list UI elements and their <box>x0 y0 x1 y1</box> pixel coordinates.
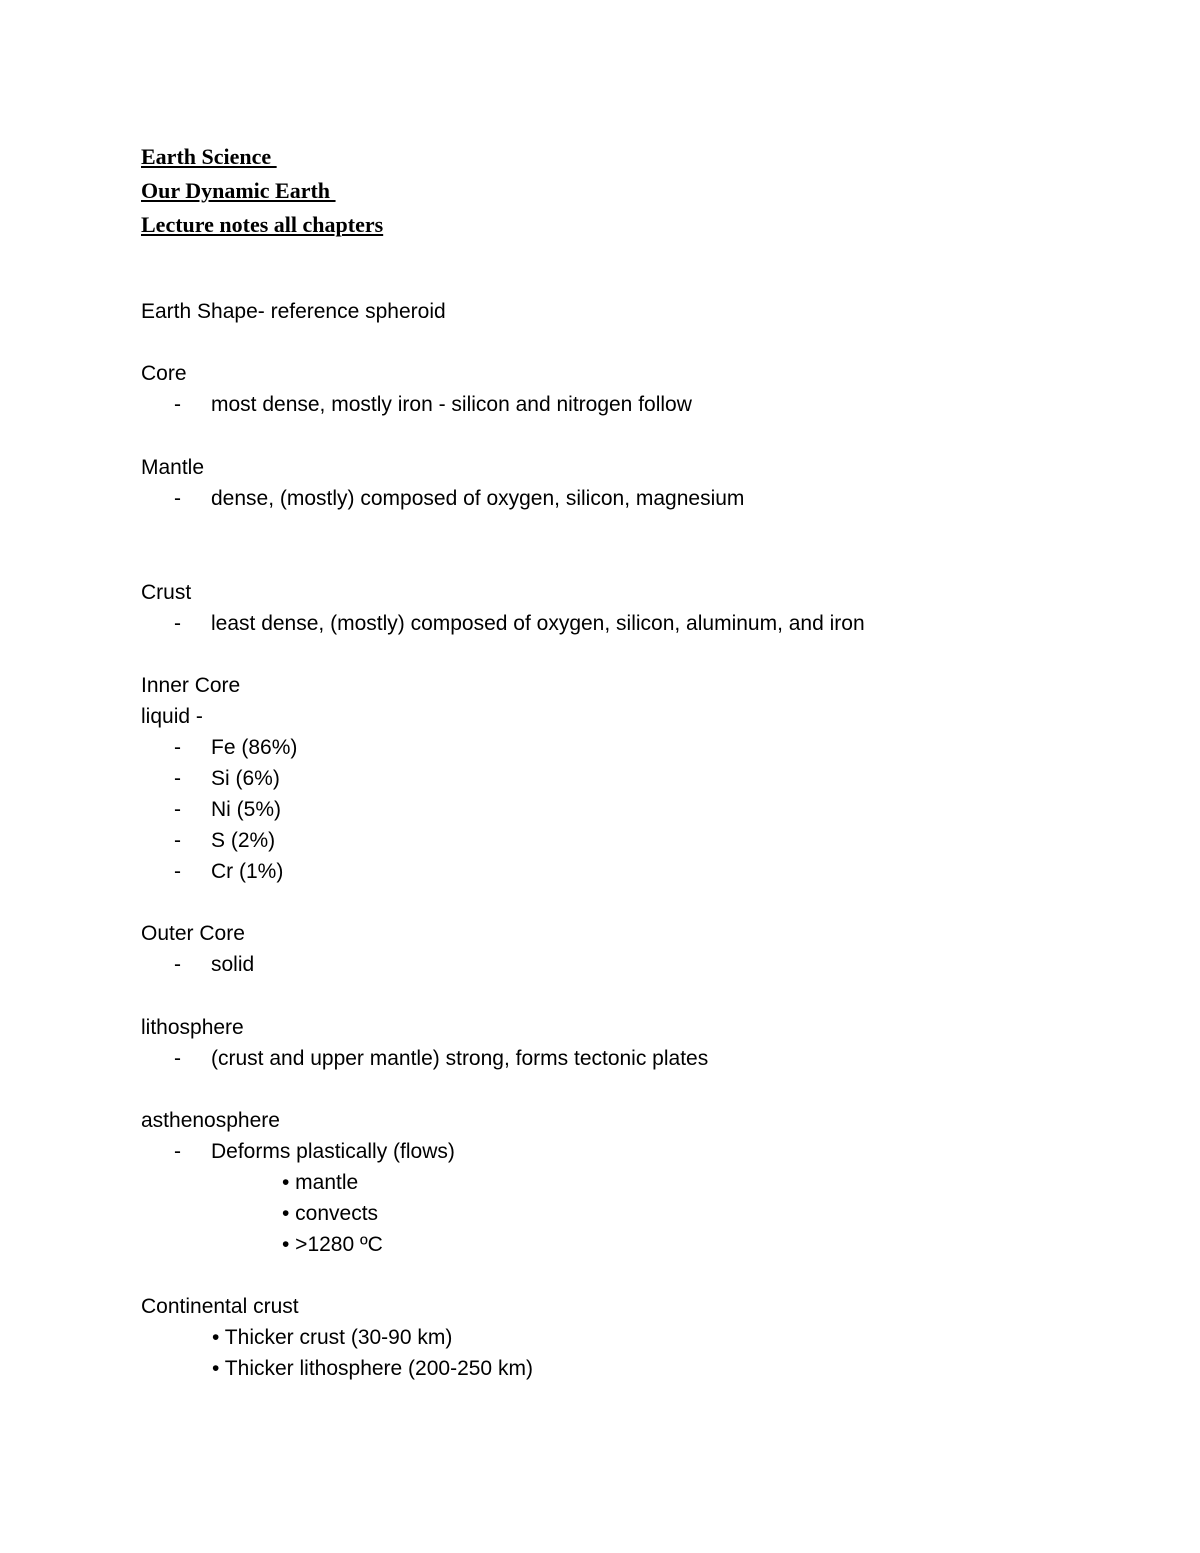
lithosphere-item: (crust and upper mantle) strong, forms tectonic plates <box>211 1047 709 1070</box>
inner-core-heading: Inner Core <box>141 674 241 697</box>
list-dash: - <box>174 829 181 852</box>
mantle-item: dense, (mostly) composed of oxygen, silicon, magnesium <box>211 487 745 510</box>
continental-crust-bullet: • Thicker lithosphere (200-250 km) <box>212 1357 533 1380</box>
continental-crust-heading: Continental crust <box>141 1295 299 1318</box>
asthenosphere-heading: asthenosphere <box>141 1109 280 1132</box>
outer-core-item: solid <box>211 953 255 976</box>
list-dash: - <box>174 612 181 635</box>
outer-core-heading: Outer Core <box>141 922 245 945</box>
earth-shape-text: Earth Shape- reference spheroid <box>141 300 446 323</box>
document-lecture-title: Lecture notes all chapters <box>141 212 384 237</box>
list-dash: - <box>174 953 181 976</box>
inner-core-item: Cr (1%) <box>211 860 284 883</box>
inner-core-item: Fe (86%) <box>211 736 298 759</box>
list-dash: - <box>174 736 181 759</box>
lithosphere-heading: lithosphere <box>141 1016 244 1039</box>
document-subtitle: Our Dynamic Earth <box>141 178 336 203</box>
core-heading: Core <box>141 362 187 385</box>
mantle-heading: Mantle <box>141 456 205 479</box>
list-dash: - <box>174 1140 181 1163</box>
document-title: Earth Science <box>141 144 277 169</box>
inner-core-item: S (2%) <box>211 829 276 852</box>
list-dash: - <box>174 1047 181 1070</box>
list-dash: - <box>174 860 181 883</box>
asthenosphere-bullet: • mantle <box>282 1171 359 1194</box>
list-dash: - <box>174 798 181 821</box>
list-dash: - <box>174 487 181 510</box>
inner-core-item: Ni (5%) <box>211 798 282 821</box>
inner-core-subheading: liquid - <box>141 705 203 728</box>
crust-heading: Crust <box>141 581 192 604</box>
asthenosphere-bullet: • convects <box>282 1202 379 1225</box>
asthenosphere-item: Deforms plastically (flows) <box>211 1140 455 1163</box>
list-dash: - <box>174 393 181 416</box>
crust-item: least dense, (mostly) composed of oxygen, silicon, aluminum, and iron <box>211 612 865 635</box>
list-dash: - <box>174 767 181 790</box>
core-item: most dense, mostly iron - silicon and nitrogen follow <box>211 393 692 416</box>
asthenosphere-bullet: • >1280 ºC <box>282 1233 383 1256</box>
inner-core-item: Si (6%) <box>211 767 280 790</box>
continental-crust-bullet: • Thicker crust (30-90 km) <box>212 1326 453 1349</box>
